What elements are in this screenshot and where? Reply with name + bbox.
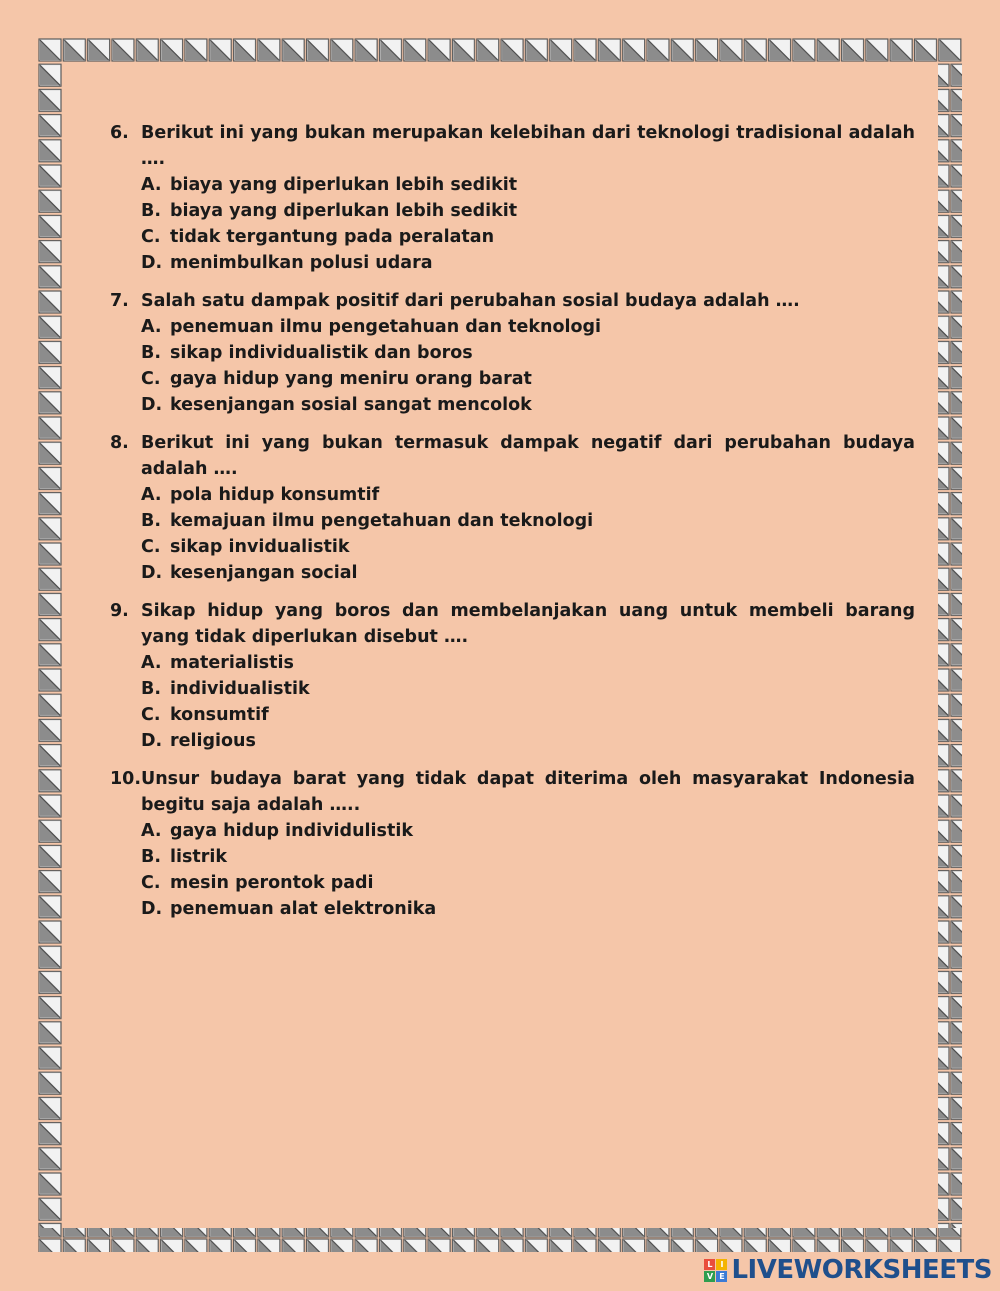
option-text: materialistis — [170, 653, 294, 673]
option-text: kesenjangan sosial sangat mencolok — [170, 395, 532, 415]
option-letter: A. — [141, 317, 162, 337]
option-letter: C. — [141, 227, 161, 247]
option-letter: A. — [141, 485, 162, 505]
option-letter: D. — [141, 563, 163, 583]
question-text: Berikut ini yang bukan merupakan kelebihan dari teknologi tradisional adalah …. — [141, 123, 915, 169]
answer-option — [110, 340, 915, 366]
answer-option — [110, 844, 915, 870]
brand-name: LIVEWORKSHEETS — [731, 1255, 992, 1285]
option-letter: D. — [141, 395, 163, 415]
question-number: 9. — [110, 601, 129, 621]
option-letter: D. — [141, 899, 163, 919]
logo-letter-l: L — [704, 1259, 715, 1270]
question-row — [110, 120, 915, 172]
option-letter: B. — [141, 679, 161, 699]
answer-option — [110, 676, 915, 702]
option-text: penemuan ilmu pengetahuan dan teknologi — [170, 317, 602, 337]
logo-letter-i: I — [716, 1259, 727, 1270]
answer-option — [110, 366, 915, 392]
answer-option — [110, 314, 915, 340]
question-item — [110, 288, 915, 418]
question-item — [110, 430, 915, 586]
option-text: mesin perontok padi — [170, 873, 374, 893]
option-text: biaya yang diperlukan lebih sedikit — [170, 175, 518, 195]
option-text: sikap individualistik dan boros — [170, 343, 473, 363]
answer-option — [110, 702, 915, 728]
answer-option — [110, 508, 915, 534]
question-list — [110, 120, 915, 934]
logo-letter-e: E — [716, 1271, 727, 1282]
question-text: Berikut ini yang bukan termasuk dampak negatif dari perubahan budaya adalah …. — [141, 433, 915, 479]
answer-option — [110, 818, 915, 844]
question-row — [110, 598, 915, 650]
answer-option — [110, 198, 915, 224]
answer-option — [110, 728, 915, 754]
option-letter: C. — [141, 873, 161, 893]
question-item — [110, 766, 915, 922]
answer-option — [110, 560, 915, 586]
option-letter: A. — [141, 175, 162, 195]
option-text: kemajuan ilmu pengetahuan dan teknologi — [170, 511, 594, 531]
answer-option — [110, 534, 915, 560]
option-text: konsumtif — [170, 705, 269, 725]
question-row — [110, 766, 915, 818]
option-letter: D. — [141, 731, 163, 751]
option-letter: D. — [141, 253, 163, 273]
option-text: gaya hidup yang meniru orang barat — [170, 369, 532, 389]
option-letter: B. — [141, 343, 161, 363]
option-text: individualistik — [170, 679, 310, 699]
question-number: 8. — [110, 433, 129, 453]
question-number: 10. — [110, 769, 142, 789]
question-item — [110, 120, 915, 276]
option-letter: B. — [141, 847, 161, 867]
logo-letter-v: V — [704, 1271, 715, 1282]
option-letter: A. — [141, 821, 162, 841]
option-text: gaya hidup individulistik — [170, 821, 413, 841]
liveworksheets-logo-icon — [704, 1259, 727, 1282]
question-row — [110, 288, 915, 314]
option-text: penemuan alat elektronika — [170, 899, 437, 919]
option-text: tidak tergantung pada peralatan — [170, 227, 495, 247]
option-letter: C. — [141, 369, 161, 389]
question-number: 6. — [110, 123, 129, 143]
option-text: pola hidup konsumtif — [170, 485, 380, 505]
option-letter: B. — [141, 201, 161, 221]
question-row — [110, 430, 915, 482]
answer-option — [110, 392, 915, 418]
question-text: Unsur budaya barat yang tidak dapat diterima oleh masyarakat Indonesia begitu saja adalah ….. — [141, 769, 915, 815]
answer-option — [110, 482, 915, 508]
option-letter: C. — [141, 705, 161, 725]
question-text: Sikap hidup yang boros dan membelanjakan uang untuk membeli barang yang tidak diperlukan disebut …. — [141, 601, 915, 647]
question-number: 7. — [110, 291, 129, 311]
answer-option — [110, 870, 915, 896]
option-text: biaya yang diperlukan lebih sedikit — [170, 201, 518, 221]
option-letter: C. — [141, 537, 161, 557]
question-text: Salah satu dampak positif dari perubahan sosial budaya adalah …. — [141, 291, 800, 311]
option-letter: A. — [141, 653, 162, 673]
option-text: menimbulkan polusi udara — [170, 253, 433, 273]
answer-option — [110, 896, 915, 922]
option-text: listrik — [170, 847, 228, 867]
answer-option — [110, 650, 915, 676]
option-letter: B. — [141, 511, 161, 531]
liveworksheets-brand — [704, 1255, 992, 1285]
answer-option — [110, 224, 915, 250]
option-text: religious — [170, 731, 256, 751]
answer-option — [110, 172, 915, 198]
answer-option — [110, 250, 915, 276]
question-item — [110, 598, 915, 754]
option-text: sikap invidualistik — [170, 537, 350, 557]
option-text: kesenjangan social — [170, 563, 358, 583]
